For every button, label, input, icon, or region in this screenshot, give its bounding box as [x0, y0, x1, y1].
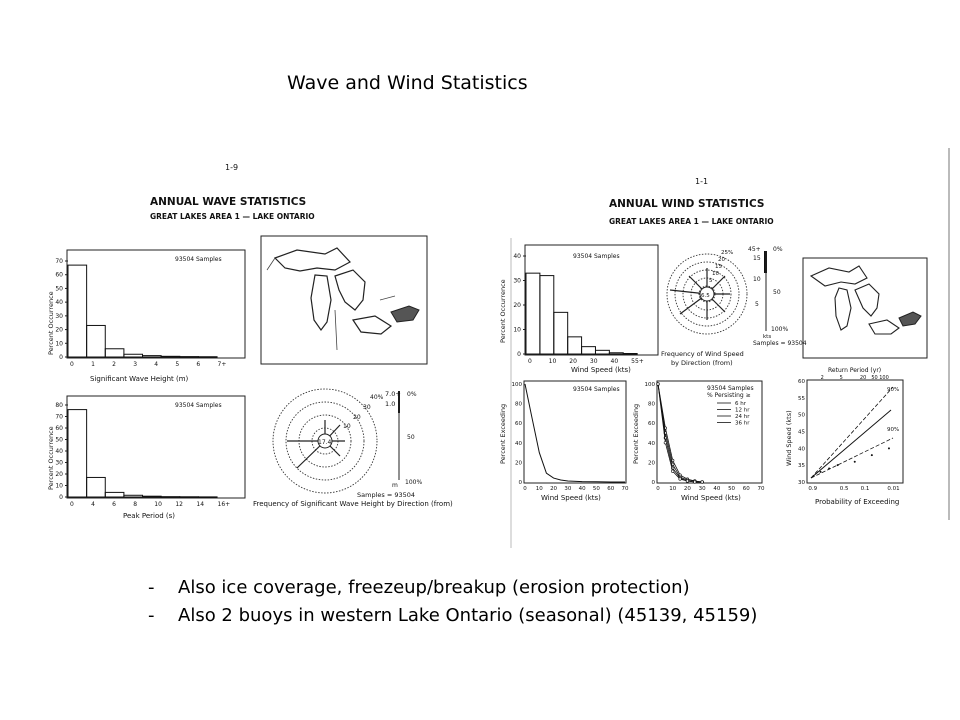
x-tick-label: 70: [621, 486, 629, 492]
wind-rose-title-1: Frequency of Wind Speed: [661, 350, 744, 358]
wind-persist-ylabel: Percent Exceeding: [632, 403, 640, 464]
wind-rose-ring-5: 5: [709, 278, 713, 284]
wind-exceed-xlabel: Wind Speed (kts): [541, 494, 601, 502]
x-tick-label: 40: [578, 486, 586, 492]
bar: [554, 312, 568, 354]
y-tick-label: 0: [517, 351, 521, 358]
wind-persist-xlabel: Wind Speed (kts): [681, 494, 741, 502]
y-tick-label: 50: [55, 436, 63, 444]
y-tick-label: 10: [55, 482, 63, 490]
wind-return-xlabel: Probability of Exceeding: [815, 498, 900, 506]
wind-rose-title-2: by Direction (from): [671, 359, 733, 367]
y-tick-label: 40: [798, 446, 805, 453]
y-tick-label: 35: [798, 463, 805, 470]
y-tick-label: 30: [55, 312, 63, 320]
x-tick-label: 0.1: [860, 486, 870, 492]
y-tick-label: 50: [798, 412, 805, 419]
wind-rose-ring-20: 20: [718, 257, 725, 263]
y-tick-label: 20: [513, 302, 521, 309]
x-tick-label: 30: [698, 486, 706, 492]
wind-exceed-samples: 93504 Samples: [573, 386, 620, 393]
y-tick-label: 70: [55, 413, 63, 421]
x-tick-label: 30: [589, 358, 598, 365]
x-tick-label: 60: [742, 486, 750, 492]
y-tick-label: 60: [55, 425, 63, 432]
persist-point: [671, 470, 674, 473]
wave-period-ylabel: Percent Occurrence: [47, 426, 55, 490]
y-tick-label: 30: [798, 480, 805, 486]
bar: [124, 354, 143, 357]
return-point: [871, 454, 873, 456]
wind-exceed-series: [525, 384, 625, 482]
wind-speed-chart: [499, 245, 658, 374]
x-tick-label: 0.01: [887, 486, 900, 492]
y-tick-label: 0: [518, 480, 522, 486]
wind-page-title: ANNUAL WIND STATISTICS: [609, 198, 765, 210]
wave-page-subtitle: GREAT LAKES AREA 1 — LAKE ONTARIO: [150, 212, 315, 221]
wave-height-xlabel: Significant Wave Height (m): [90, 375, 189, 383]
wind-scale-mid: 15: [753, 255, 761, 262]
wind-speed-ylabel: Percent Occurrence: [499, 279, 507, 343]
wave-page-number: 1-9: [225, 163, 239, 172]
wind-scale-50: 50: [773, 289, 781, 296]
wave-rose-ring-10: 10: [343, 423, 351, 430]
bullet-marker: -: [148, 605, 155, 626]
y-tick-label: 0: [59, 494, 63, 501]
y-tick-label: 80: [648, 401, 655, 408]
return-point: [837, 464, 839, 466]
top-tick-label: 50: [871, 375, 878, 381]
wind-statistics-scan: [485, 148, 950, 548]
y-tick-label: 80: [515, 401, 522, 408]
top-tick-label: 5: [839, 375, 843, 381]
x-tick-label: 2: [112, 361, 116, 368]
legend-label: 36 hr: [735, 420, 750, 427]
return-point: [854, 461, 856, 463]
y-tick-label: 55: [798, 395, 805, 402]
wave-rose-ring-20: 20: [353, 414, 361, 421]
x-tick-label: 4: [91, 501, 95, 508]
wave-rose-ring-30: 30: [363, 404, 371, 411]
persist-point: [701, 481, 704, 484]
legend-label: 12 hr: [735, 407, 750, 414]
wave-samples-label: Samples = 93504: [357, 491, 416, 499]
bullet-item: [148, 574, 757, 602]
wind-rose-ring-15: 15: [715, 264, 722, 270]
wind-rose-ring-10: 10: [712, 271, 719, 277]
y-tick-label: 40: [515, 440, 522, 447]
return-band-upper: 90%: [887, 387, 900, 393]
wind-scale-0: 0%: [773, 246, 783, 253]
x-tick-label: 10: [535, 486, 543, 492]
persist-point: [693, 481, 696, 484]
wind-speed-samples: 93504 Samples: [573, 253, 620, 260]
great-lakes-map-right: [803, 258, 927, 358]
top-tick-label: 2: [820, 375, 824, 381]
x-tick-label: 5: [175, 361, 180, 368]
wave-scale-0: 0%: [407, 391, 417, 398]
x-tick-label: 0: [656, 486, 660, 492]
bar: [180, 497, 199, 498]
x-tick-label: 50: [592, 486, 600, 492]
x-tick-label: 20: [550, 486, 558, 492]
y-tick-label: 70: [55, 258, 63, 265]
bar: [582, 347, 596, 354]
bar: [105, 492, 124, 497]
y-tick-label: 60: [648, 421, 655, 428]
bar: [540, 276, 554, 354]
persist-point: [686, 480, 689, 483]
return-band-lower: 90%: [887, 427, 900, 433]
bar: [609, 353, 623, 354]
x-tick-label: 16+: [217, 501, 231, 508]
persist-series: [658, 384, 702, 482]
wave-scale-top: 7.0+: [385, 390, 401, 398]
wave-rose-title: Frequency of Significant Wave Height by Direction (from): [253, 500, 453, 508]
bar: [595, 350, 609, 354]
wave-scale-unit: m: [392, 482, 398, 489]
wave-height-chart: [47, 250, 245, 383]
wind-scale-10: 10: [753, 276, 761, 283]
y-tick-label: 20: [55, 326, 63, 334]
x-tick-label: 6: [196, 361, 201, 368]
y-tick-label: 10: [513, 326, 521, 334]
return-point: [888, 447, 890, 449]
bar: [526, 273, 540, 354]
x-tick-label: 0: [523, 486, 527, 492]
x-tick-label: 20: [569, 358, 577, 365]
bullet-marker: -: [148, 577, 155, 598]
y-tick-label: 100: [511, 382, 522, 388]
y-tick-label: 80: [55, 402, 63, 409]
y-tick-label: 40: [513, 253, 521, 260]
bullet-text-1: Also ice coverage, freezeup/breakup (erosion protection): [178, 577, 690, 598]
wind-page-subtitle: GREAT LAKES AREA 1 — LAKE ONTARIO: [609, 217, 774, 226]
bar: [568, 337, 582, 354]
wind-scale-unit: kts: [763, 334, 772, 340]
x-tick-label: 10: [669, 486, 677, 492]
wind-speed-xlabel: Wind Speed (kts): [571, 366, 631, 374]
great-lakes-map-left: [261, 236, 427, 364]
y-tick-label: 40: [55, 299, 63, 307]
wind-exceed-chart: [499, 381, 629, 502]
wave-period-frame: [67, 396, 245, 498]
y-tick-label: 45: [798, 429, 805, 436]
bar: [87, 325, 106, 357]
bar: [198, 357, 217, 358]
wind-persist-chart: [632, 381, 765, 502]
bar: [143, 496, 162, 497]
x-tick-label: 14: [196, 501, 205, 508]
x-tick-label: 40: [713, 486, 721, 492]
x-tick-label: 60: [607, 486, 615, 492]
x-tick-label: 3: [133, 361, 138, 368]
bar: [161, 356, 180, 357]
wave-height-samples: 93504 Samples: [175, 256, 222, 263]
wind-rose-chart: [661, 246, 807, 367]
y-tick-label: 0: [651, 480, 655, 486]
y-tick-label: 100: [644, 382, 655, 388]
wind-samples-label: Samples = 93504: [753, 340, 807, 347]
x-tick-label: 0: [528, 358, 532, 365]
wave-rose-ring-40: 40%: [370, 394, 384, 401]
y-tick-label: 10: [55, 340, 63, 348]
wave-rose-chart: [253, 389, 453, 508]
wave-period-chart: [47, 396, 245, 520]
wave-scale-100: 100%: [405, 479, 423, 486]
top-tick-label: 20: [859, 375, 867, 381]
x-tick-label: 1: [91, 361, 95, 368]
bar: [180, 357, 199, 358]
wave-page-title: ANNUAL WAVE STATISTICS: [150, 196, 307, 208]
y-tick-label: 30: [513, 277, 521, 285]
bar: [161, 497, 180, 498]
y-tick-label: 50: [55, 285, 63, 293]
wave-scale-mid: 1.0: [385, 400, 396, 408]
wave-period-samples: 93504 Samples: [175, 402, 222, 409]
bullet-text-2: Also 2 buoys in western Lake Ontario (seasonal) (45139, 45159): [178, 605, 758, 626]
x-tick-label: 0: [70, 501, 74, 508]
wind-scale-5: 5: [755, 301, 759, 308]
wave-rose-center: 17.4: [318, 439, 332, 446]
bar: [623, 354, 637, 355]
x-tick-label: 70: [757, 486, 765, 492]
wind-persist-legend-title: % Persisting ≥: [707, 392, 751, 399]
y-tick-label: 0: [59, 354, 63, 361]
y-tick-label: 20: [55, 471, 63, 478]
wind-speed-frame: [525, 245, 658, 355]
wind-page-number: 1-1: [695, 177, 709, 186]
x-tick-label: 40: [610, 358, 619, 365]
wind-persist-samples: 93504 Samples: [707, 385, 754, 392]
y-tick-label: 60: [55, 271, 63, 279]
return-point: [828, 468, 830, 470]
bullet-list: [148, 574, 757, 630]
x-tick-label: 50: [728, 486, 736, 492]
slide-title: Wave and Wind Statistics: [287, 72, 528, 94]
y-tick-label: 60: [515, 421, 522, 428]
bar: [87, 477, 106, 497]
bar: [68, 410, 87, 497]
wind-scale-100: 100%: [771, 326, 789, 333]
x-tick-label: 7+: [217, 361, 227, 368]
wind-rose-center: 6.5: [701, 293, 710, 299]
wave-height-ylabel: Percent Occurrence: [47, 291, 55, 355]
x-tick-label: 8: [133, 501, 138, 508]
y-tick-label: 60: [798, 379, 805, 385]
x-tick-label: 10: [154, 501, 162, 508]
bar: [105, 349, 124, 357]
persist-point: [664, 442, 667, 445]
y-tick-label: 20: [648, 460, 655, 467]
x-tick-label: 30: [564, 486, 572, 492]
return-point: [820, 471, 822, 473]
wave-height-frame: [67, 250, 245, 358]
legend-label: 24 hr: [735, 414, 750, 420]
y-tick-label: 40: [648, 440, 655, 447]
bar: [68, 265, 87, 357]
y-tick-label: 40: [55, 448, 63, 455]
wave-statistics-scan: [35, 150, 485, 520]
persist-point: [657, 383, 660, 386]
top-tick-label: 100: [879, 375, 889, 381]
x-tick-label: 20: [683, 486, 691, 492]
wind-exceed-frame: [524, 381, 626, 483]
wind-return-chart: [785, 367, 903, 506]
x-tick-label: 0.5: [839, 486, 849, 492]
persist-point: [679, 478, 682, 481]
bar: [143, 356, 162, 357]
bar: [198, 497, 217, 498]
bar: [124, 495, 143, 497]
legend-label: 6 hr: [735, 401, 746, 407]
wind-exceed-ylabel: Percent Exceeding: [499, 403, 507, 464]
x-tick-label: 6: [112, 501, 116, 508]
wave-period-xlabel: Peak Period (s): [123, 512, 176, 520]
x-tick-label: 10: [548, 358, 557, 365]
x-tick-label: 12: [175, 501, 183, 508]
bullet-item: [148, 602, 757, 630]
wind-rose-ring-25: 25%: [721, 250, 734, 256]
x-tick-label: 0: [70, 361, 74, 368]
return-top-label: Return Period (yr): [828, 367, 882, 374]
x-tick-label: 0.9: [808, 486, 818, 492]
wind-scale-top: 45+: [748, 246, 761, 253]
wave-scale-50: 50: [407, 434, 415, 441]
y-tick-label: 20: [515, 460, 522, 467]
x-tick-label: 55+: [631, 358, 644, 365]
y-tick-label: 30: [55, 459, 63, 467]
wind-return-ylabel: Wind Speed (kts): [785, 410, 793, 466]
x-tick-label: 4: [154, 361, 159, 368]
